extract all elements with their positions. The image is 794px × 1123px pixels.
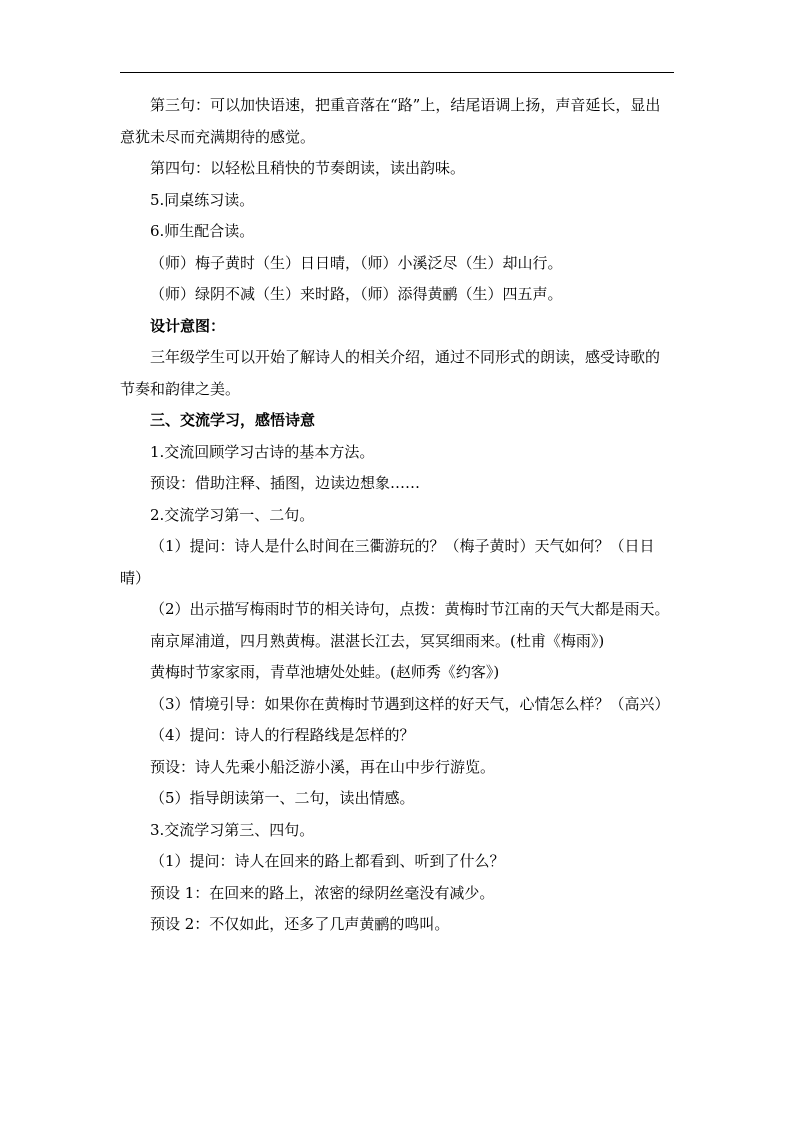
paragraph: 预设 2：不仅如此，还多了几声黄鹂的鸣叫。	[150, 915, 450, 933]
list-item: 1.交流回顾学习古诗的基本方法。	[150, 442, 375, 461]
paragraph: （1）提问：诗人在回来的路上都看到、听到了什么？	[150, 852, 505, 870]
paragraph: （3）情境引导：如果你在黄梅时节遇到这样的好天气，心情怎么样？（高兴）	[150, 694, 670, 713]
list-item: 6.师生配合读。	[150, 222, 255, 240]
document-body	[120, 90, 674, 941]
paragraph: （4）提问：诗人的行程路线是怎样的？	[150, 726, 415, 744]
paragraph: （5）指导朗读第一、二句，读出情感。	[150, 789, 415, 807]
paragraph: （师）梅子黄时（生）日日晴，（师）小溪泛尽（生）却山行。	[150, 253, 563, 272]
paragraph: 预设：借助注释、插图，边读边想象……	[150, 474, 421, 492]
list-item: 2.交流学习第一、二句。	[150, 505, 315, 524]
list-item: 3.交流学习第三、四句。	[150, 820, 315, 839]
paragraph: 第四句：以轻松且稍快的节奏朗读，读出韵味。	[150, 159, 466, 177]
section-heading: 三、交流学习，感悟诗意	[150, 411, 316, 429]
list-item: 5.同桌练习读。	[150, 190, 255, 209]
paragraph: （2）出示描写梅雨时节的相关诗句，点拨：黄梅时节江南的天气大都是雨天。	[150, 600, 670, 618]
paragraph: （1）提问：诗人是什么时间在三衢游玩的？（梅子黄时）天气如何？（日日晴）	[120, 537, 655, 587]
paragraph: 预设：诗人先乘小船泛游小溪，再在山中步行游览。	[150, 757, 496, 776]
quote-line: 南京犀浦道，四月熟黄梅。湛湛长江去，冥冥细雨来。(杜甫《梅雨》)	[150, 631, 605, 650]
paragraph: 预设 1：在回来的路上，浓密的绿阴丝毫没有减少。	[150, 883, 495, 902]
paragraph: （师）绿阴不减（生）来时路，（师）添得黄鹂（生）四五声。	[150, 285, 563, 303]
header-rule	[120, 72, 674, 73]
paragraph: 第三句：可以加快语速，把重音落在“路”上，结尾语调上扬，声音延长，显出意犹未尽而充满期待的感觉。	[120, 96, 661, 146]
section-label: 设计意图：	[150, 316, 226, 335]
quote-line: 黄梅时节家家雨，青草池塘处处蛙。(赵师秀《约客》)	[150, 663, 500, 681]
paragraph: 三年级学生可以开始了解诗人的相关介绍，通过不同形式的朗读，感受诗歌的节奏和韵律之美。	[120, 348, 661, 398]
